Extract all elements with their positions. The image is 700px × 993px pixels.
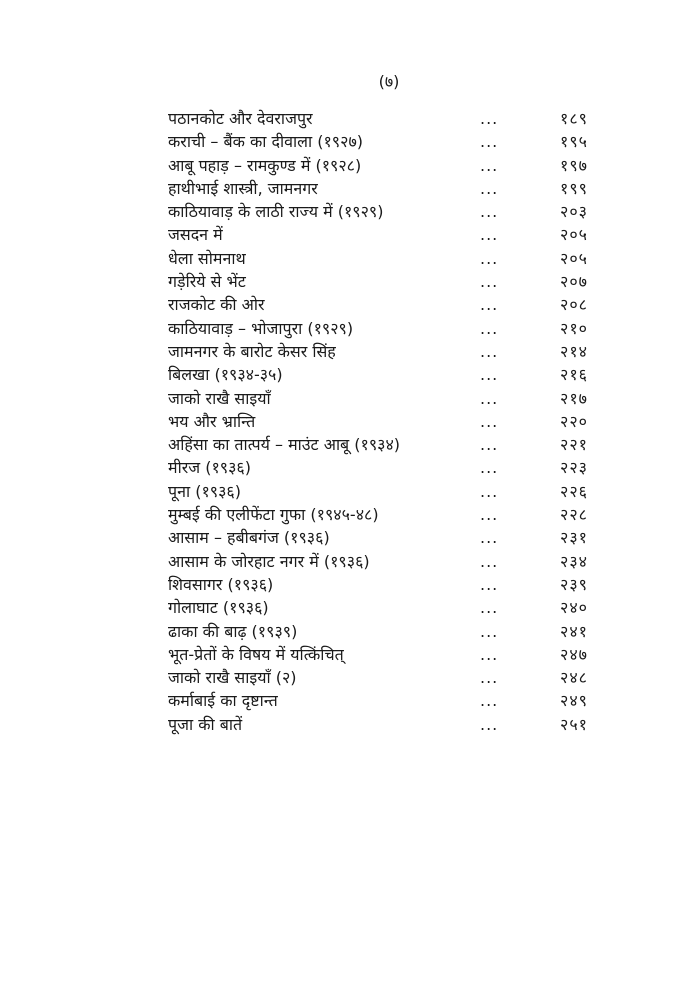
toc-entry-page: २४१	[560, 621, 588, 641]
toc-entry-page: २३१	[560, 528, 588, 548]
toc-entry	[168, 666, 588, 689]
toc-entry-leader: ...	[480, 318, 499, 338]
toc-entry-leader: ...	[480, 155, 499, 175]
toc-entry-page: २५१	[560, 714, 588, 734]
toc-entry	[168, 387, 588, 410]
toc-entry-title: जाको राखै साइयाँ (२)	[168, 668, 297, 688]
toc-entry-page: १९९	[560, 178, 588, 198]
toc-entry-title: मुम्बई की एलीफेंटा गुफा (१९४५-४८)	[168, 505, 379, 525]
toc-entry-title: कराची – बैंक का दीवाला (१९२७)	[168, 132, 364, 152]
toc-entry-page: २४७	[560, 644, 588, 664]
toc-entry-page: २०५	[560, 225, 588, 245]
toc-entry-leader: ...	[480, 505, 499, 525]
toc-entry-title: पठानकोट और देवराजपुर	[168, 109, 313, 128]
toc-entry-title: मीरज (१९३६)	[168, 458, 251, 478]
toc-entry-leader: ...	[480, 574, 499, 594]
toc-entry-page: २३४	[560, 551, 588, 571]
toc-entry-leader: ...	[480, 388, 499, 408]
toc-entry-title: काठियावाड़ के लाठी राज्य में (१९२९)	[168, 202, 384, 222]
toc-entry-leader: ...	[480, 295, 499, 315]
toc-entry	[168, 340, 588, 363]
toc-entry-title: ढाका की बाढ़ (१९३९)	[168, 621, 298, 641]
page-number: (७)	[378, 72, 400, 91]
toc-entry	[168, 596, 588, 619]
toc-entry	[168, 573, 588, 596]
toc-entry	[168, 130, 588, 153]
toc-entry-page: २३९	[560, 574, 588, 594]
toc-entry-leader: ...	[480, 691, 499, 711]
toc-entry-title: हाथीभाई शास्त्री, जामनगर	[168, 178, 318, 198]
toc-entry	[168, 410, 588, 433]
toc-entry-title: कर्माबाई का दृष्टान्त	[168, 691, 278, 711]
toc-entry-leader: ...	[480, 481, 499, 501]
toc-entry-title: काठियावाड़ – भोजापुरा (१९२९)	[168, 318, 354, 338]
toc-entry-leader: ...	[480, 668, 499, 688]
toc-entry-leader: ...	[480, 365, 499, 385]
toc-entry	[168, 107, 588, 130]
toc-entry-leader: ...	[480, 132, 499, 152]
toc-entry-leader: ...	[480, 458, 499, 478]
toc-entry-page: १८९	[560, 109, 588, 128]
toc-entry	[168, 223, 588, 246]
toc-entry-page: १९५	[560, 132, 588, 152]
toc-entry-title: जाको राखै साइयाँ	[168, 388, 271, 408]
toc-entry-page: १९७	[560, 155, 588, 175]
toc-entry-page: २१०	[560, 318, 588, 338]
toc-entry	[168, 433, 588, 456]
toc-entry-leader: ...	[480, 621, 499, 641]
toc-entry-page: २०८	[560, 295, 588, 315]
toc-entry-leader: ...	[480, 435, 499, 455]
toc-entry-leader: ...	[480, 551, 499, 571]
toc-entry-title: भय और भ्रान्ति	[168, 411, 256, 431]
toc-entry-leader: ...	[480, 272, 499, 292]
table-of-contents	[168, 107, 588, 736]
toc-entry	[168, 689, 588, 712]
toc-entry-leader: ...	[480, 714, 499, 734]
toc-entry-title: जसदन में	[168, 225, 223, 245]
toc-entry	[168, 177, 588, 200]
toc-entry-title: जामनगर के बारोट केसर सिंह	[168, 341, 336, 361]
toc-entry-title: धेला सोमनाथ	[168, 248, 246, 268]
toc-entry	[168, 550, 588, 573]
toc-entry-page: २२१	[560, 435, 588, 455]
toc-entry-page: २१४	[560, 341, 588, 361]
toc-entry-page: २१६	[560, 365, 588, 385]
toc-entry-leader: ...	[480, 644, 499, 664]
toc-entry-title: शिवसागर (१९३६)	[168, 574, 274, 594]
toc-entry	[168, 456, 588, 479]
toc-entry	[168, 247, 588, 270]
toc-entry-page: २४९	[560, 691, 588, 711]
toc-entry-page: २४८	[560, 668, 588, 688]
toc-entry-title: गोलाघाट (१९३६)	[168, 598, 269, 618]
toc-entry-leader: ...	[480, 248, 499, 268]
toc-entry-title: भूत-प्रेतों के विषय में यत्किंचित्	[168, 644, 344, 664]
toc-entry-title: गड़ेरिये से भेंट	[168, 272, 246, 292]
toc-entry-page: २२०	[560, 411, 588, 431]
toc-entry-leader: ...	[480, 225, 499, 245]
toc-entry	[168, 713, 588, 736]
toc-entry-leader: ...	[480, 598, 499, 618]
toc-entry-leader: ...	[480, 341, 499, 361]
toc-entry-title: पूजा की बातें	[168, 714, 243, 734]
toc-entry	[168, 643, 588, 666]
toc-entry-leader: ...	[480, 109, 499, 128]
toc-entry	[168, 620, 588, 643]
toc-entry	[168, 480, 588, 503]
toc-entry-page: २२८	[560, 505, 588, 525]
toc-entry-leader: ...	[480, 411, 499, 431]
toc-entry-title: बिलखा (१९३४-३५)	[168, 365, 283, 385]
toc-entry	[168, 154, 588, 177]
toc-entry-page: २०३	[560, 202, 588, 222]
toc-entry-page: २४०	[560, 598, 588, 618]
toc-entry-page: २०७	[560, 272, 588, 292]
toc-entry-page: २१७	[560, 388, 588, 408]
toc-entry	[168, 363, 588, 386]
toc-entry-page: २०५	[560, 248, 588, 268]
toc-entry	[168, 270, 588, 293]
toc-entry	[168, 293, 588, 316]
toc-entry-title: अहिंसा का तात्पर्य – माउंट आबू (१९३४)	[168, 435, 401, 455]
toc-entry	[168, 503, 588, 526]
toc-entry-leader: ...	[480, 178, 499, 198]
toc-entry-title: आसाम के जोरहाट नगर में (१९३६)	[168, 551, 370, 571]
toc-entry-title: आसाम – हबीबगंज (१९३६)	[168, 528, 330, 548]
toc-entry-title: पूना (१९३६)	[168, 481, 241, 501]
toc-entry-page: २२३	[560, 458, 588, 478]
toc-entry-leader: ...	[480, 528, 499, 548]
toc-entry-leader: ...	[480, 202, 499, 222]
toc-entry	[168, 526, 588, 549]
toc-entry	[168, 317, 588, 340]
toc-entry	[168, 200, 588, 223]
toc-entry-title: आबू पहाड़ – रामकुण्ड में (१९२८)	[168, 155, 362, 175]
toc-entry-title: राजकोट की ओर	[168, 295, 265, 315]
toc-entry-page: २२६	[560, 481, 588, 501]
